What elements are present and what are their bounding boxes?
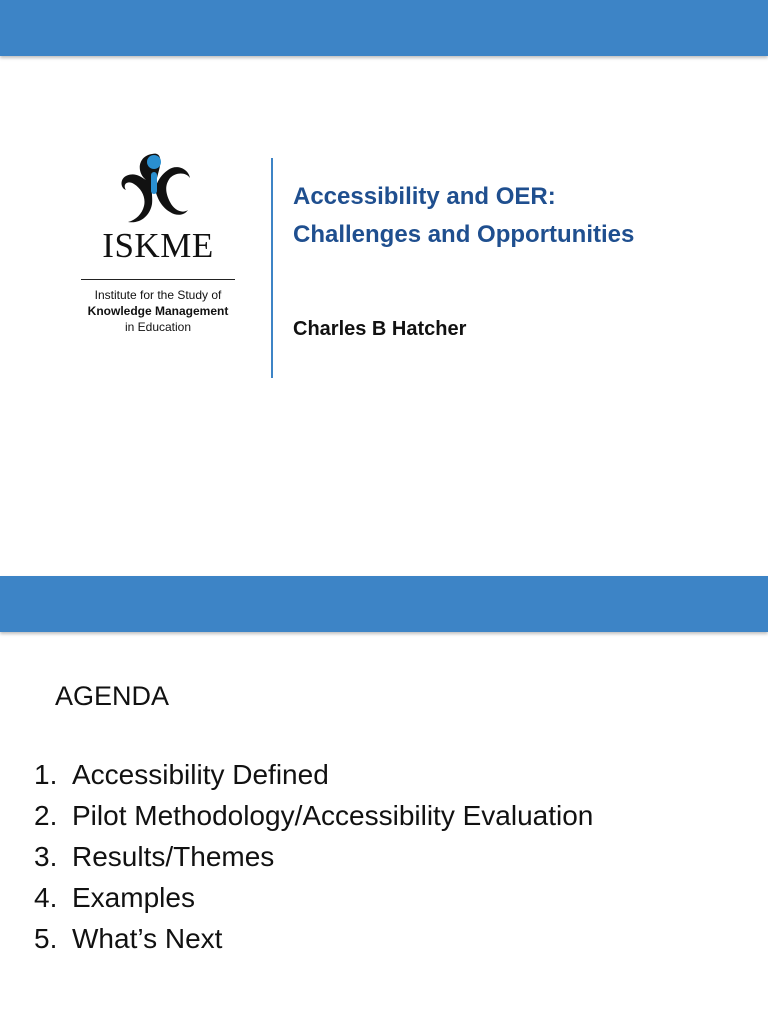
- agenda-item-text: Results/Themes: [72, 841, 275, 872]
- presentation-title: [293, 178, 753, 254]
- agenda-heading: AGENDA: [55, 681, 170, 711]
- slide-header-bar: [0, 0, 768, 56]
- agenda-item-number: 1.: [34, 759, 58, 790]
- logo-caption-line: Institute for the Study of: [94, 288, 222, 302]
- agenda-item-text: Pilot Methodology/Accessibility Evaluation: [72, 800, 594, 831]
- logo-caption: [76, 287, 240, 335]
- agenda-item: [34, 918, 593, 959]
- slide-header-bar: [0, 576, 768, 632]
- agenda-list: [34, 754, 593, 959]
- iskme-logo: [76, 150, 240, 340]
- logo-rule: [81, 279, 235, 280]
- agenda-item-number: 4.: [34, 882, 58, 913]
- logo-caption-line: in Education: [124, 320, 192, 334]
- agenda-item-number: 3.: [34, 841, 58, 872]
- agenda-item-number: 2.: [34, 800, 58, 831]
- agenda-item-text: Examples: [72, 882, 195, 913]
- logo-wordmark: ISKME: [102, 226, 214, 265]
- title-line: Accessibility and OER:: [293, 183, 556, 210]
- agenda-item: [34, 836, 593, 877]
- agenda-item: [34, 795, 593, 836]
- presenter-name: Charles B Hatcher: [293, 318, 467, 340]
- vertical-divider: [271, 158, 273, 378]
- iskme-logo-icon: [116, 150, 196, 226]
- agenda-item-text: What’s Next: [72, 923, 223, 954]
- agenda-item-number: 5.: [34, 923, 58, 954]
- title-line: Challenges and Opportunities: [293, 221, 635, 248]
- agenda-item: [34, 754, 593, 795]
- logo-caption-line: Knowledge Management: [87, 304, 229, 318]
- agenda-slide: [0, 576, 768, 1024]
- agenda-item: [34, 877, 593, 918]
- agenda-item-text: Accessibility Defined: [72, 759, 329, 790]
